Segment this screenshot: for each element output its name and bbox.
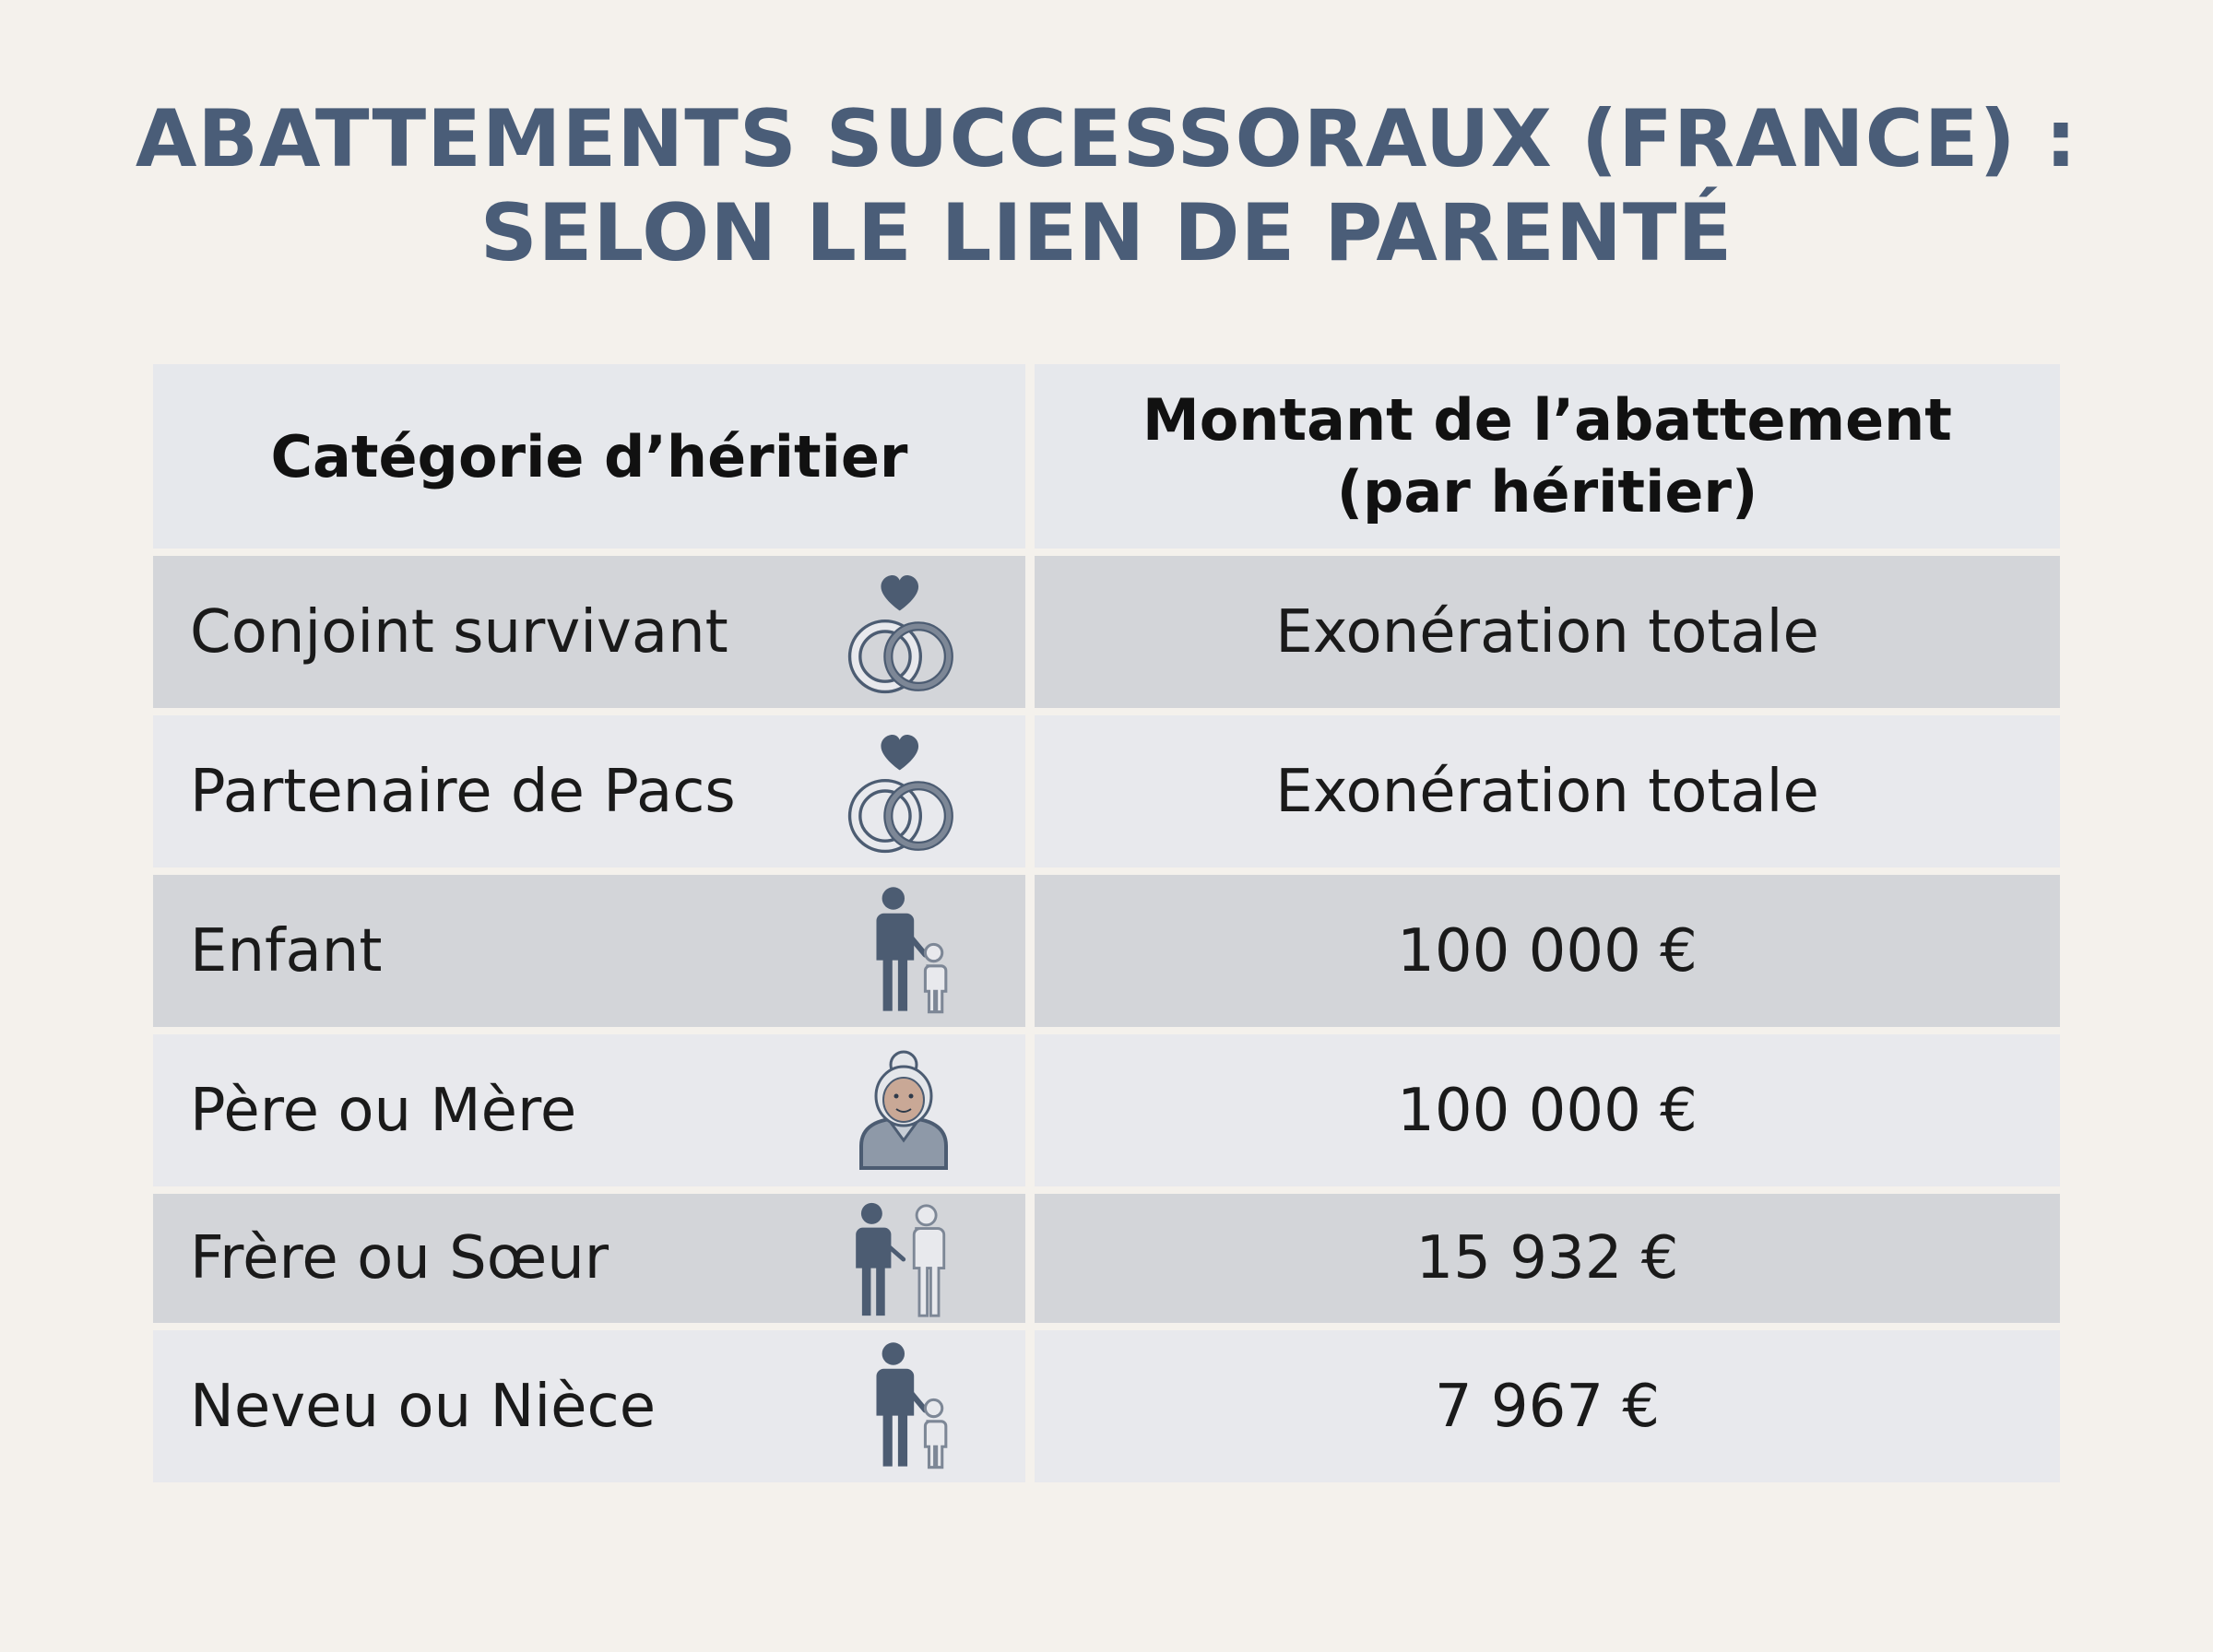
header-amount-cell: [1035, 364, 2060, 549]
category-cell: [153, 1034, 1025, 1186]
amount-cell: [1035, 1194, 2060, 1323]
header-amount-line-2: (par héritier): [1336, 458, 1758, 525]
category-label: Partenaire de Pacs: [190, 757, 736, 826]
title-line-2: SELON LE LIEN DE PARENTÉ: [479, 187, 1734, 279]
category-cell: [153, 1194, 1025, 1323]
table-row: [153, 715, 2060, 867]
amount-value: 100 000 €: [1397, 1076, 1698, 1145]
parent-child-icon: [852, 1339, 955, 1473]
category-label: Père ou Mère: [190, 1076, 577, 1145]
amount-value: 100 000 €: [1397, 916, 1698, 985]
table-header-row: [153, 364, 2060, 549]
table-row: [153, 875, 2060, 1027]
amount-value: Exonération totale: [1275, 597, 1819, 667]
amount-value: 7 967 €: [1434, 1372, 1661, 1441]
siblings-icon: [839, 1201, 959, 1319]
header-category: Catégorie d’héritier: [270, 422, 908, 490]
category-label: Neveu ou Nièce: [190, 1372, 657, 1441]
category-cell: [153, 1330, 1025, 1482]
header-amount: [1035, 364, 2060, 549]
table-row: [153, 1194, 2060, 1323]
table-row: [153, 556, 2060, 708]
category-cell: [153, 875, 1025, 1027]
category-label: Frère ou Sœur: [190, 1224, 609, 1292]
amount-value: Exonération totale: [1275, 757, 1819, 826]
rings-heart-icon: [837, 567, 966, 696]
elderly-woman-icon: [848, 1047, 959, 1173]
category-label: Enfant: [190, 916, 383, 985]
amount-cell: [1035, 715, 2060, 867]
category-cell: [153, 715, 1025, 867]
amount-cell: [1035, 556, 2060, 708]
amount-cell: [1035, 1330, 2060, 1482]
amount-cell: [1035, 1034, 2060, 1186]
page-title: [0, 92, 2213, 280]
title-line-1: ABATTEMENTS SUCCESSORAUX (FRANCE) :: [135, 93, 2078, 185]
parent-child-icon: [852, 884, 955, 1018]
table-row: [153, 1330, 2060, 1482]
amount-value: 15 932 €: [1415, 1224, 1679, 1292]
rings-heart-icon: [837, 726, 966, 856]
header-amount-line-1: Montant de l’abattement: [1142, 386, 1952, 454]
category-cell: [153, 556, 1025, 708]
table-row: [153, 1034, 2060, 1186]
amount-cell: [1035, 875, 2060, 1027]
category-label: Conjoint survivant: [190, 597, 728, 667]
abattements-table: [153, 364, 2060, 1490]
header-category-cell: [153, 364, 1025, 549]
